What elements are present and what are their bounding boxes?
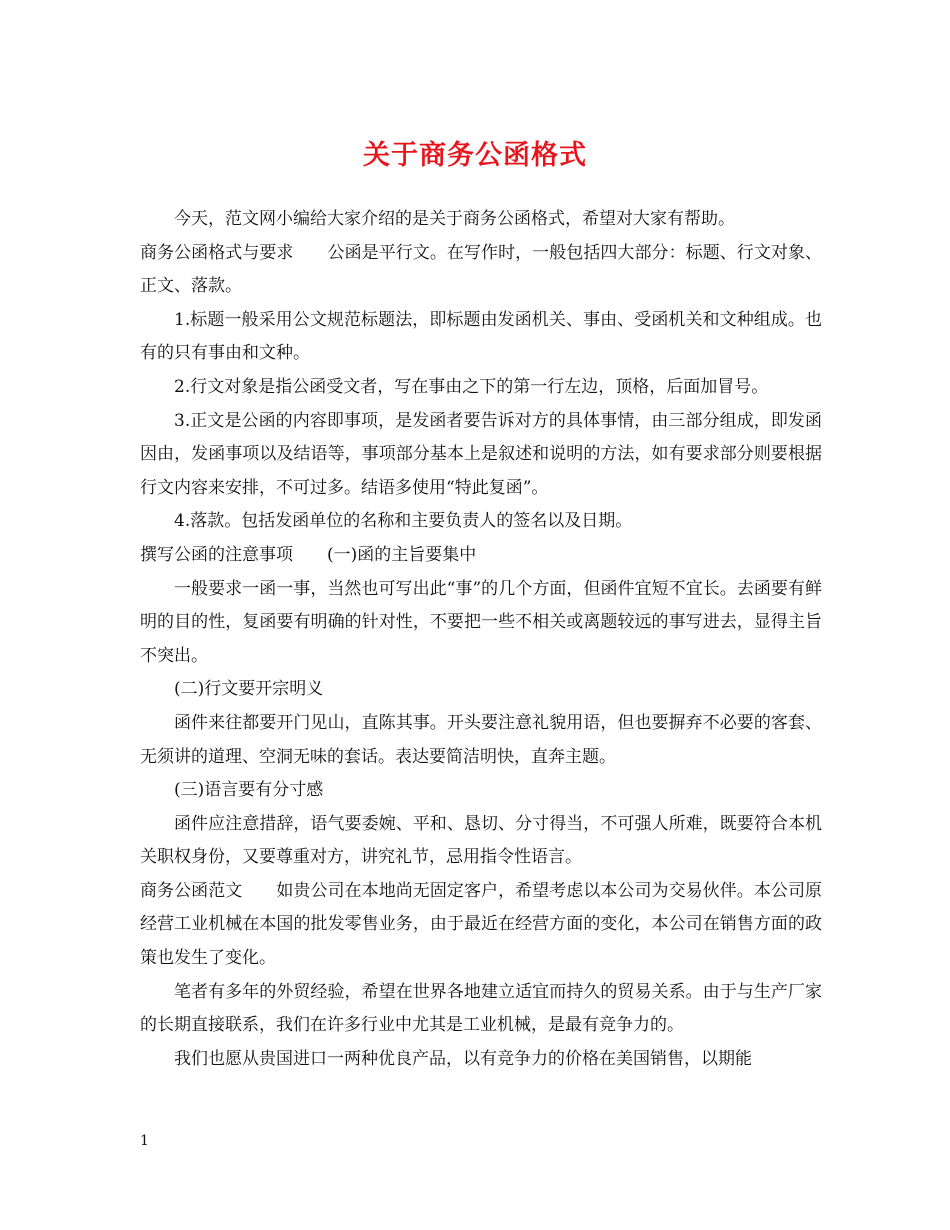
example-text-1: 如贵公司在本地尚无固定客户，希望考虑以本公司为交易伙伴。本公司原经营工业机械在本国的批发零售业务，由于最近在经营方面的变化，本公司在销售方面的政策也发生了变化。 <box>140 880 823 969</box>
item-recipient-paragraph: 2.行文对象是指公函受文者，写在事由之下的第一行左边，顶格，后面加冒号。 <box>174 376 769 397</box>
example-text-3: 我们也愿从贵国进口一两种优良产品，以有竞争力的价格在美国销售，以期能 <box>174 1048 752 1069</box>
document-body <box>140 203 822 1076</box>
item-title-paragraph: 1.标题一般采用公文规范标题法，即标题由发函机关、事由、受函机关和文种组成。也有的只有事由和文种。 <box>140 309 822 364</box>
section-example-paragraph <box>140 875 822 976</box>
example-text-2: 笔者有多年的外贸经验，希望在世界各地建立适宜而持久的贸易关系。由于与生产厂家的长期直接联系，我们在许多行业中尤其是工业机械，是最有竞争力的。 <box>140 981 822 1036</box>
document-title: 关于商务公函格式 <box>363 140 587 171</box>
notes-sub1-title: (一)函的主旨要集中 <box>327 544 477 565</box>
section-format-text: 公函是平行文。在写作时，一般包括四大部分：标题、行文对象、正文、落款。 <box>140 242 823 297</box>
notes-sub3-text: 函件应注意措辞，语气要委婉、平和、恳切、分寸得当，不可强人所难，既要符合本机关职权身份，又要尊重对方，讲究礼节，忌用指令性语言。 <box>140 813 822 868</box>
item-signature-paragraph: 4.落款。包括发函单位的名称和主要负责人的签名以及日期。 <box>174 511 633 532</box>
section-heading-example: 商务公函范文 <box>140 880 243 901</box>
section-heading-notes: 撰写公函的注意事项 <box>140 544 293 565</box>
page-number: 1 <box>140 1133 149 1149</box>
notes-sub3-title: (三)语言要有分寸感 <box>174 780 324 801</box>
section-heading-format: 商务公函格式与要求 <box>140 242 294 263</box>
notes-sub2-text: 函件来往都要开门见山，直陈其事。开头要注意礼貌用语，但也要摒弃不必要的客套、无须讲的道理、空洞无味的套话。表达要简洁明快，直奔主题。 <box>140 712 822 767</box>
item-body-paragraph: 3.正文是公函的内容即事项，是发函者要告诉对方的具体事情，由三部分组成，即发函因由，发函事项以及结语等，事项部分基本上是叙述和说明的方法，如有要求部分则要根据行文内容来安排，不可过多。结语多使用“特此复函”。 <box>140 410 822 498</box>
intro-paragraph: 今天，范文网小编给大家介绍的是关于商务公函格式，希望对大家有帮助。 <box>174 209 735 229</box>
notes-sub2-title: (二)行文要开宗明义 <box>174 679 324 700</box>
notes-sub1-text: 一般要求一函一事，当然也可写出此“事”的几个方面，但函件宜短不宜长。去函要有鲜明的目的性，复函要有明确的针对性，不要把一些不相关或离题较远的事写进去，显得主旨不突出。 <box>140 578 822 666</box>
section-notes-paragraph <box>140 539 822 573</box>
section-format-paragraph <box>140 237 822 304</box>
